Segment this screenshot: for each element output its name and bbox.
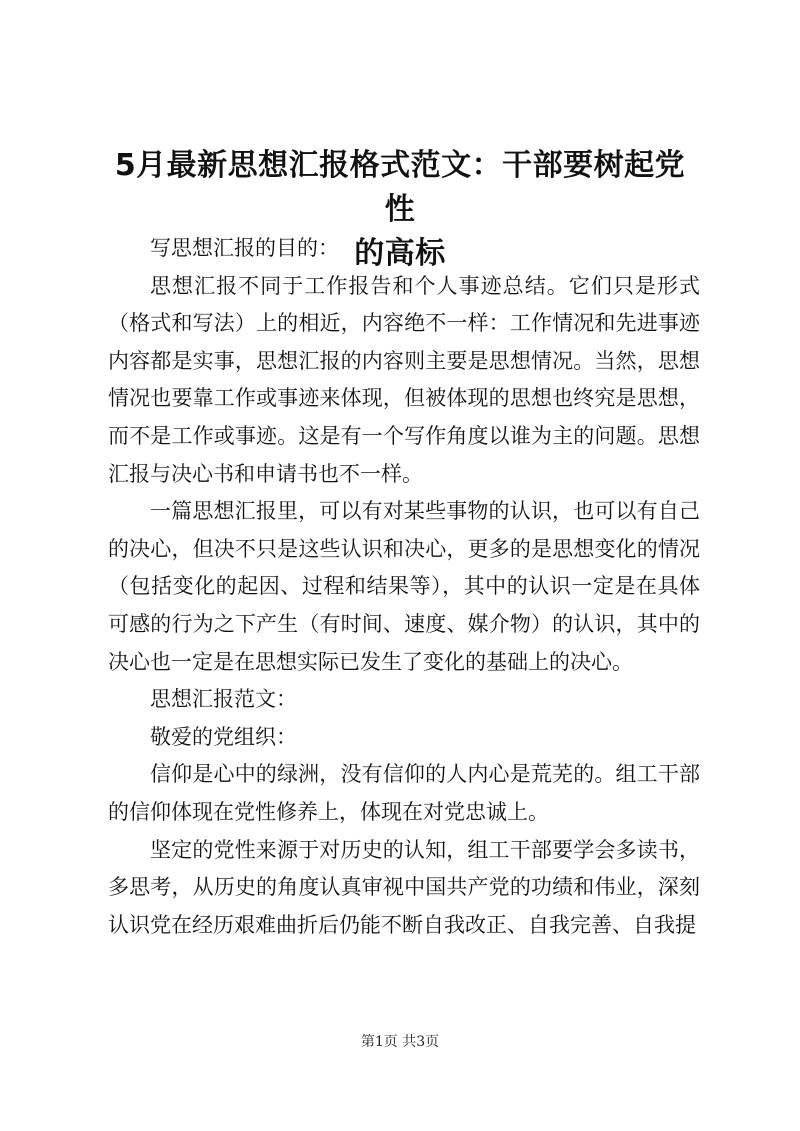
paragraph-line: 一篇思想汇报里，可以有对某些事物的认识，也可以有自己 xyxy=(150,499,700,524)
paragraph-line: 内容都是实事，思想汇报的内容则主要是思想情况。当然，思想 xyxy=(108,348,700,373)
paragraph-line: 认识党在经历艰难曲折后仍能不断自我改正、自我完善、自我提 xyxy=(108,912,696,937)
paragraph-line: 的信仰体现在党性修养上，体现在对党忠诚上。 xyxy=(108,799,549,824)
paragraph-line: 信仰是心中的绿洲，没有信仰的人内心是荒芜的。组工干部 xyxy=(150,762,700,787)
paragraph xyxy=(108,756,700,831)
paragraph-line: 可感的行为之下产生（有时间、速度、媒介物）的认识，其中的 xyxy=(108,611,700,636)
paragraph xyxy=(108,832,700,945)
title-line-1: 5月最新思想汇报格式范文：干部要树起党性 xyxy=(114,148,686,227)
paragraph-line: 汇报与决心书和申请书也不一样。 xyxy=(108,461,423,486)
paragraph xyxy=(108,230,700,268)
paragraph-line: （格式和写法）上的相近，内容绝不一样：工作情况和先进事迹 xyxy=(108,311,700,336)
paragraph-line: 而不是工作或事迹。这是有一个写作角度以谁为主的问题。思想 xyxy=(108,423,700,448)
paragraph xyxy=(108,681,700,719)
paragraph-line: 多思考，从历史的角度认真审视中国共产党的功绩和伟业，深刻 xyxy=(108,875,700,900)
paragraph-line: 的决心，但决不只是这些认识和决心，更多的是思想变化的情况 xyxy=(108,536,700,561)
document-body xyxy=(108,230,700,944)
paragraph-line: 思想汇报不同于工作报告和个人事迹总结。它们只是形式 xyxy=(150,273,700,298)
paragraph-line: 敬爱的党组织： xyxy=(150,724,297,749)
paragraph-line: 写思想汇报的目的： xyxy=(150,236,339,260)
paragraph xyxy=(108,719,700,757)
paragraph-line: 决心也一定是在思想实际已发生了变化的基础上的决心。 xyxy=(108,649,633,674)
page-footer: 第1页 共3页 xyxy=(360,1034,440,1050)
paragraph-line: 思想汇报范文： xyxy=(150,687,297,712)
paragraph-line: 坚定的党性来源于对历史的认知，组工干部要学会多读书， xyxy=(150,837,700,862)
paragraph-line: 情况也要靠工作或事迹来体现，但被体现的思想也终究是思想， xyxy=(108,386,700,411)
paragraph-line: （包括变化的起因、过程和结果等），其中的认识一定是在具体 xyxy=(108,574,700,599)
title-line-2: 的高标 xyxy=(354,236,446,271)
paragraph xyxy=(108,268,700,494)
paragraph xyxy=(108,493,700,681)
